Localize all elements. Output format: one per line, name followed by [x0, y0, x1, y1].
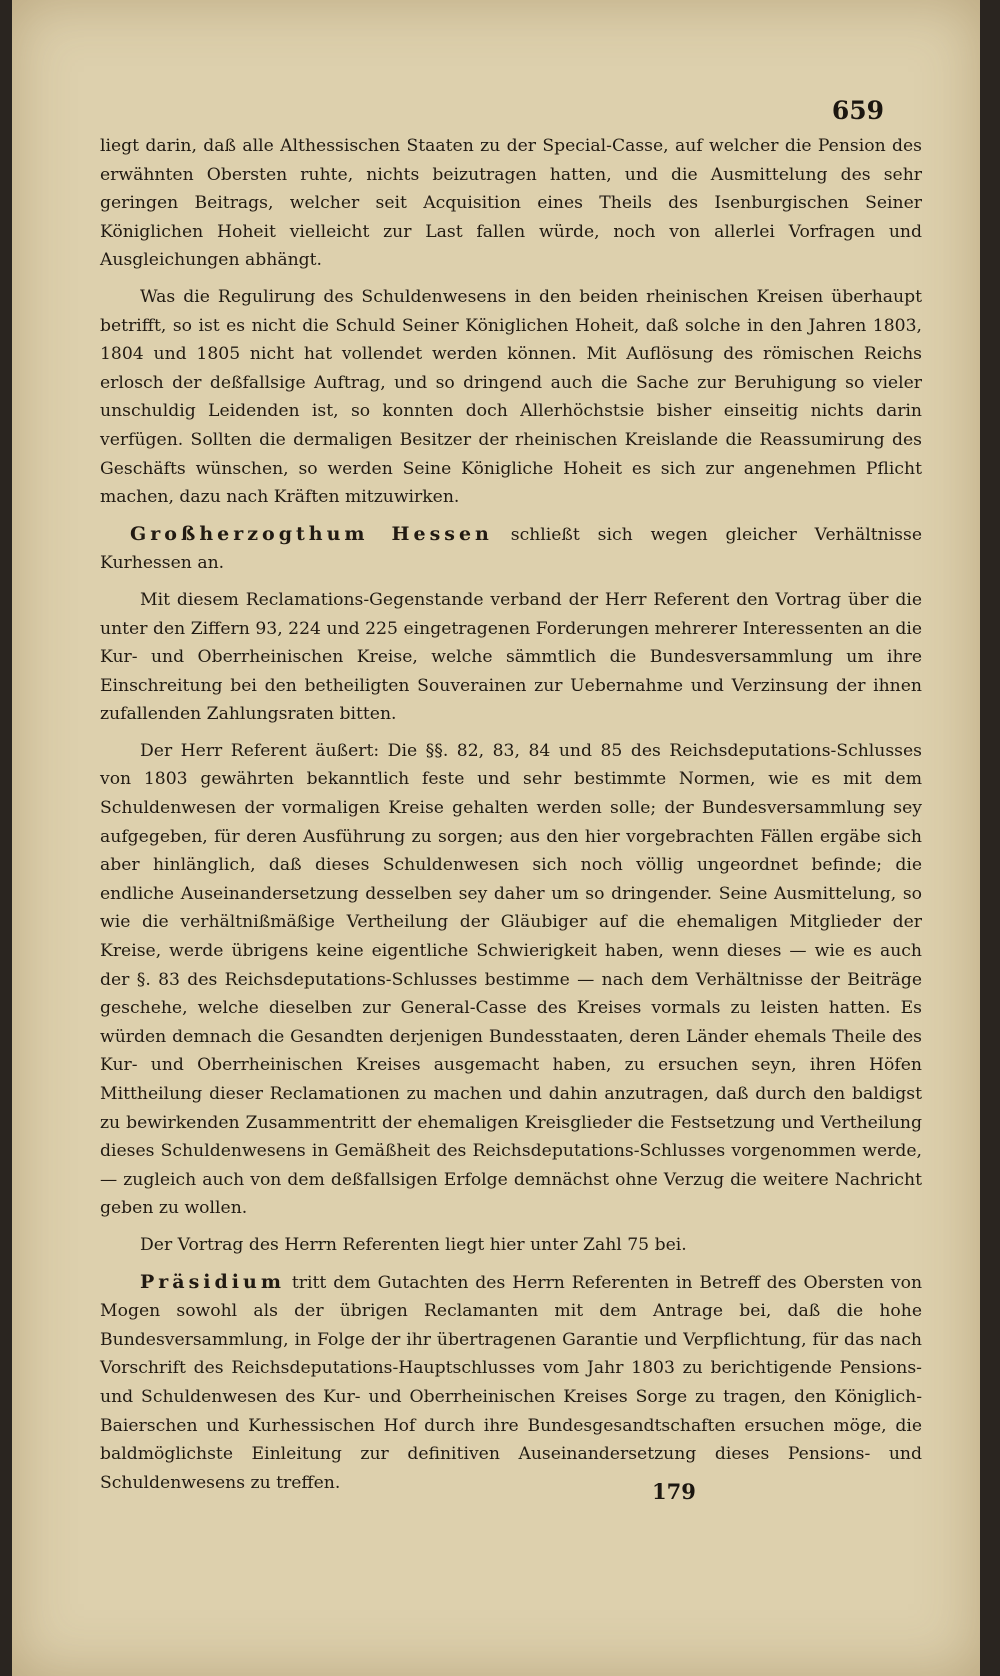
scanned-page	[12, 0, 980, 1676]
paragraph-3-text: schließt sich wegen gleicher Verhältnisse Kurhessen an.	[100, 524, 922, 574]
signature-number: 179	[652, 1479, 696, 1504]
paragraph-7	[100, 1268, 922, 1498]
praesidium-heading: Präsidium	[140, 1270, 285, 1293]
paragraph-3	[100, 520, 922, 578]
grossherzogthum-heading: Großherzogthum Hessen	[130, 522, 493, 545]
paragraph-5: Der Herr Referent äußert: Die §§. 82, 83, 84 und 85 des Reichsdeputations-Schlusses von 1803 gewährten bekanntlich feste und sehr bestimmte Normen, wie es mit dem Schuldenwesen der vormaligen Kreise gehalten werden solle; der Bundesversammlung sey aufgegeben, für deren Ausführung zu sorgen; aus den hier vorgebrachten Fällen ergäbe sich aber hinlänglich, daß dieses Schuldenwesen sich noch völlig ungeordnet befinde; die endliche Auseinandersetzung desselben sey daher um so dringender. Seine Ausmittelung, so wie die verhältnißmäßige Vertheilung der Gläubiger auf die ehemaligen Mitglieder der Kreise, werde übrigens keine eigentliche Schwierigkeit haben, wenn dieses — wie es auch der §. 83 des Reichsdeputations-Schlusses bestimme — nach dem Verhältnisse der Beiträge geschehe, welche dieselben zur General-Casse des Kreises vormals zu leisten hatten. Es würden demnach die Gesandten derjenigen Bundesstaaten, deren Länder ehemals Theile des Kur- und Oberrheinischen Kreises ausgemacht haben, zu ersuchen seyn, ihren Höfen Mittheilung dieser Reclamationen zu machen und dahin anzutragen, daß durch den baldigst zu bewirkenden Zusammentritt der ehemaligen Kreisglieder die Festsetzung und Vertheilung dieses Schuldenwesens in Gemäßheit des Reichsdeputations-Schlusses vorgenommen werde, — zugleich auch von dem deßfallsigen Erfolge demnächst ohne Verzug die weitere Nachricht geben zu wollen.	[100, 740, 922, 1219]
page-number: 659	[831, 96, 884, 125]
paragraph-4: Mit diesem Reclamations-Gegenstande verband der Herr Referent den Vortrag über die unter den Ziffern 93, 224 und 225 eingetragenen Forderungen mehrerer Interessenten an die Kur- und Oberrheinischen Kreise, welche sämmtlich die Bundesversammlung um ihre Einschreitung bei den betheiligten Souverainen zur Uebernahme und Verzinsung der ihnen zufallenden Zahlungsraten bitten.	[100, 589, 922, 725]
body-text	[100, 132, 922, 1505]
paragraph-6: Der Vortrag des Herrn Referenten liegt hier unter Zahl 75 bei.	[140, 1234, 687, 1255]
paragraph-2: Was die Regulirung des Schuldenwesens in den beiden rheinischen Kreisen überhaupt betrifft, so ist es nicht die Schuld Seiner Königlichen Hoheit, daß solche in den Jahren 1803, 1804 und 1805 nicht hat vollendet werden können. Mit Auflösung des römischen Reichs erlosch der deßfallsige Auftrag, und so dringend auch die Sache zur Beruhigung so vieler unschuldig Leidenden ist, so konnten doch Allerhöchstsie bisher einseitig nichts darin verfügen. Sollten die dermaligen Besitzer der rheinischen Kreislande die Reassumirung des Geschäfts wünschen, so werden Seine Königliche Hoheit es sich zur angenehmen Pflicht machen, dazu nach Kräften mitzuwirken.	[100, 286, 922, 508]
paragraph-7-text: tritt dem Gutachten des Herrn Referenten in Betreff des Obersten von Mogen sowohl als der übrigen Reclamanten mit dem Antrage bei, daß die hohe Bundesversammlung, in Folge der ihr übertragenen Garantie und Verpflichtung, für das nach Vorschrift des Reichsdeputations-Hauptschlusses vom Jahr 1803 zu berichtigende Pensions- und Schuldenwesen des Kur- und Oberrheinischen Kreises Sorge zu tragen, den Königlich-Baierschen und Kurhessischen Hof durch ihre Bundesgesandtschaften ersuchen möge, die baldmöglichste Einleitung zur definitiven Auseinandersetzung dieses Pensions- und Schuldenwesens zu treffen.	[100, 1272, 923, 1493]
paragraph-1: liegt darin, daß alle Althessischen Staaten zu der Special-Casse, auf welcher die Pension des erwähnten Obersten ruhte, nichts beizutragen hatten, und die Ausmittelung des sehr geringen Beitrags, welcher seit Acquisition eines Theils des Isenburgischen Seiner Königlichen Hoheit vielleicht zur Last fallen würde, noch von allerlei Vorfragen und Ausgleichungen abhängt.	[100, 136, 922, 271]
